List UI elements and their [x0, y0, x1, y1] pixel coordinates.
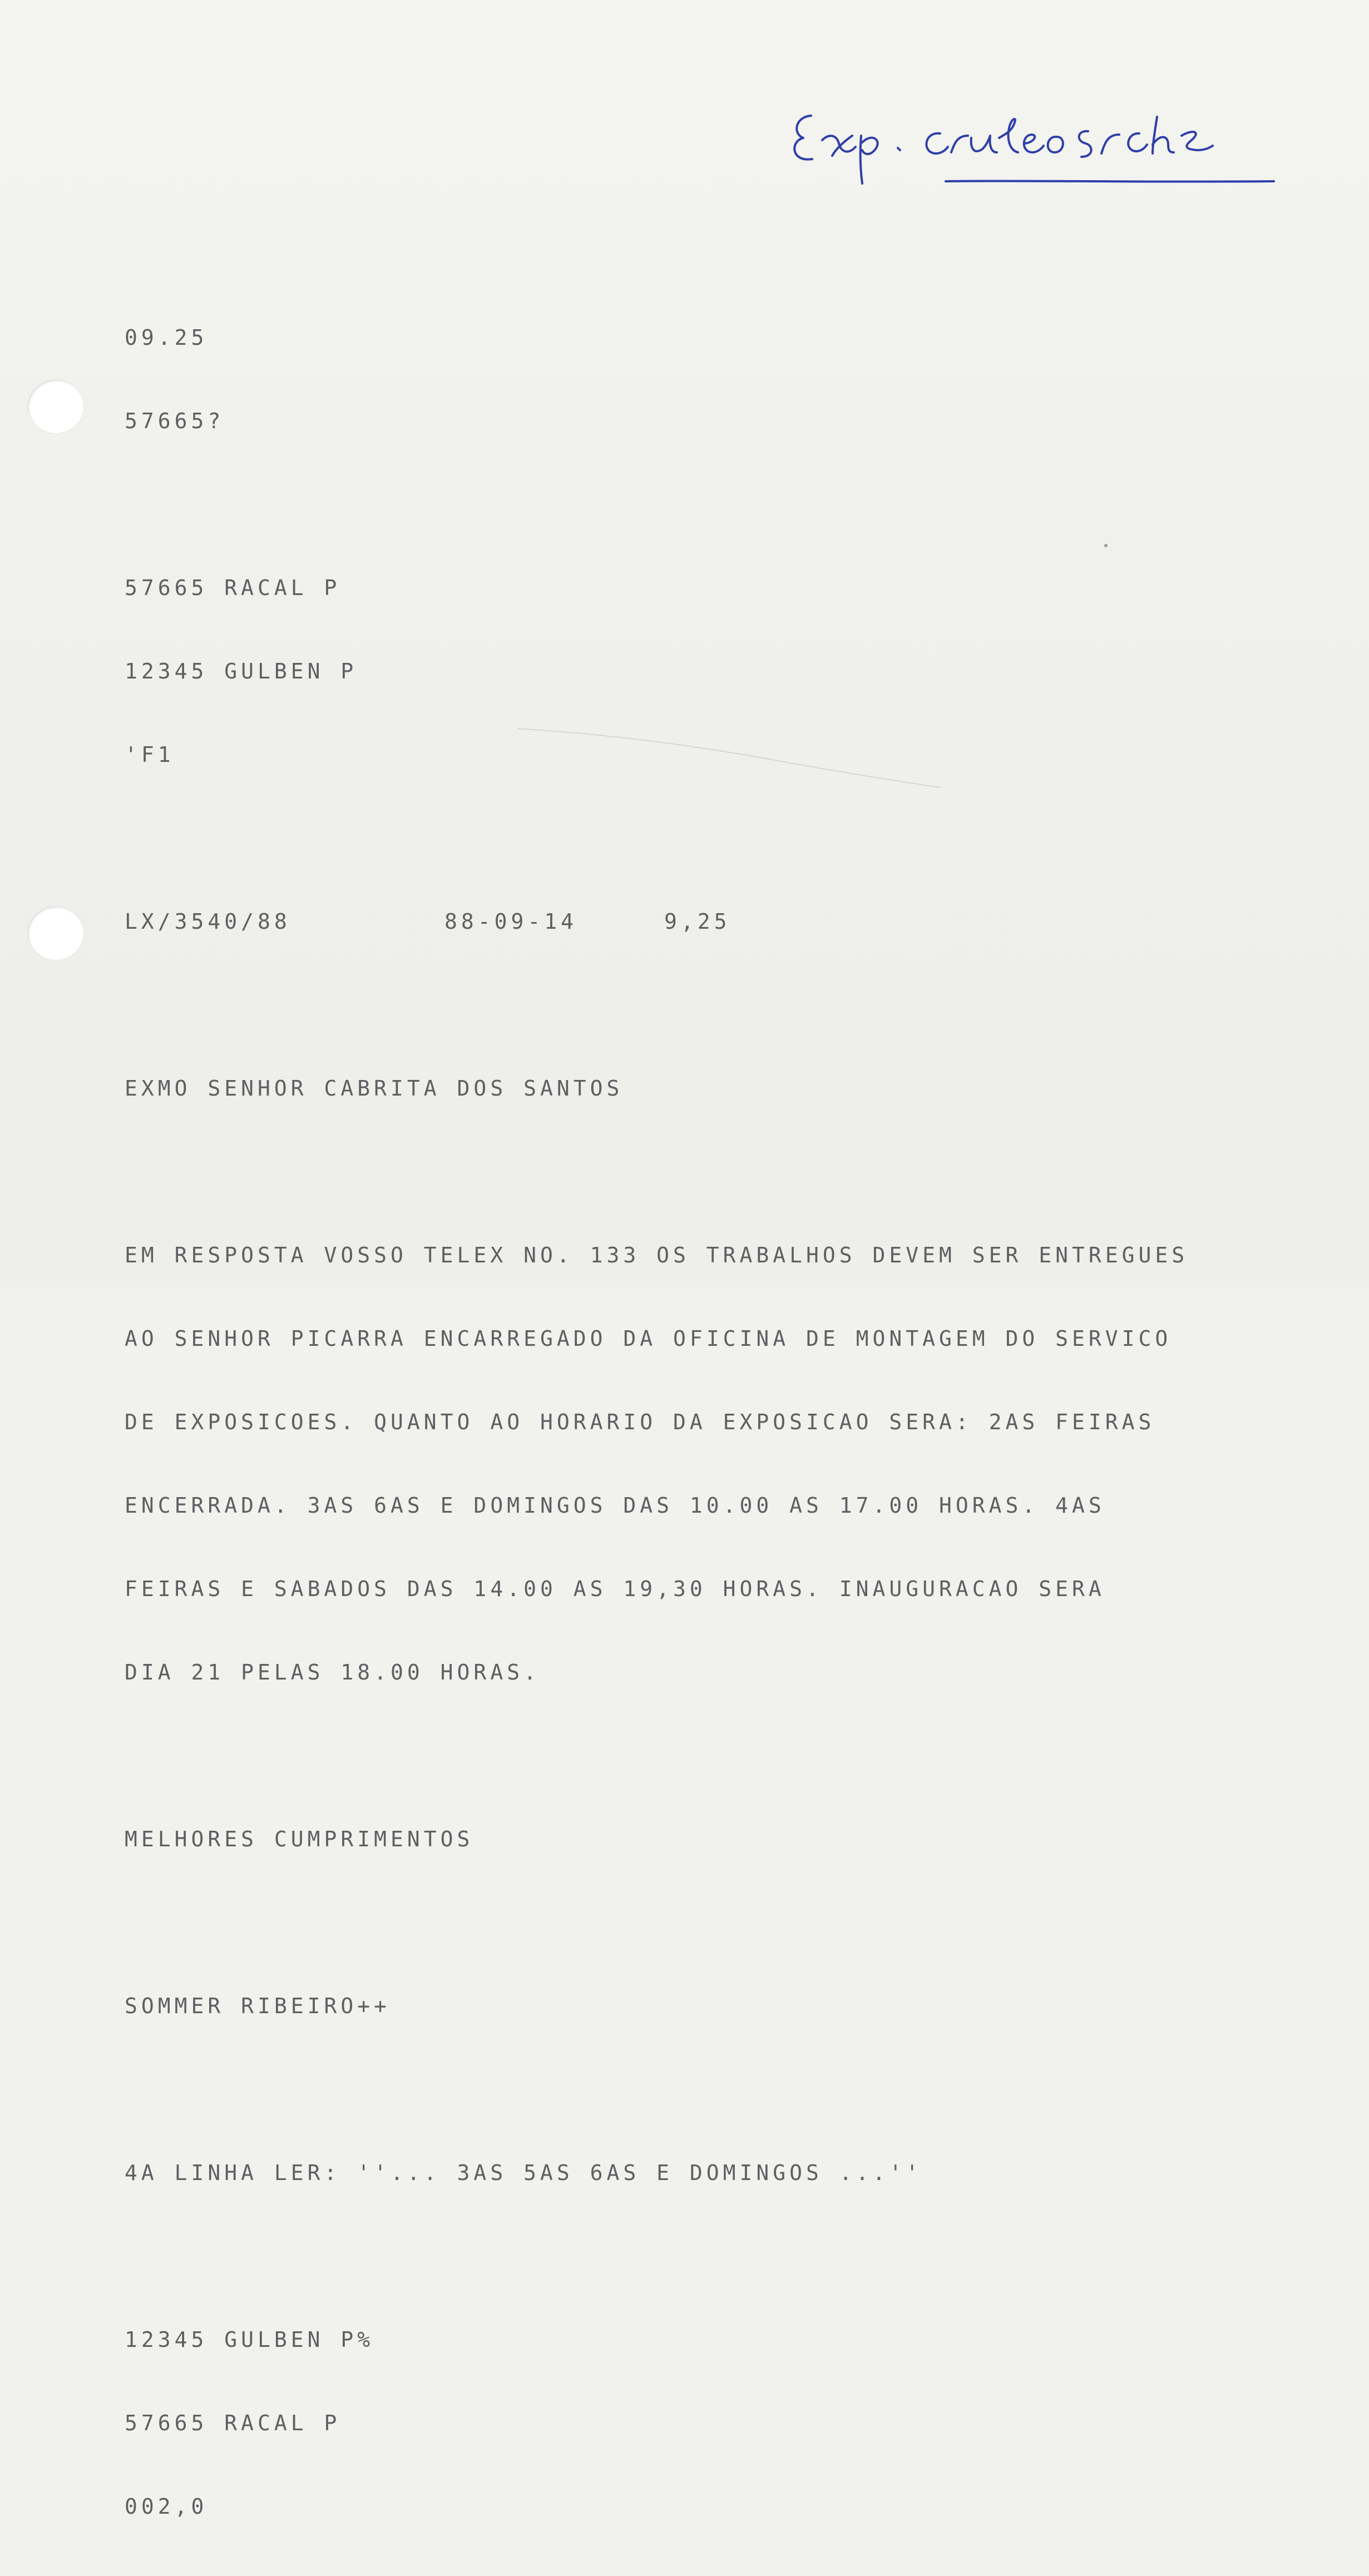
- body-line: ENCERRADA. 3AS 6AS E DOMINGOS DAS 10.00 AS 17.00 HORAS. 4AS: [125, 1493, 1105, 1518]
- punch-hole: [28, 906, 83, 960]
- answerback-sender: 12345 GULBEN P: [125, 659, 358, 683]
- footer-answerback-sender: 12345 GULBEN P%: [125, 2327, 374, 2352]
- body-line: FEIRAS E SABADOS DAS 14.00 AS 19,30 HORAS. INAUGURACAO SERA: [125, 1577, 1105, 1601]
- reference-date: 88-09-14: [444, 909, 578, 934]
- reference-time: 9,25: [664, 909, 731, 934]
- footer-duration: 002,0: [125, 2494, 208, 2519]
- body-line: DIA 21 PELAS 18.00 HORAS.: [125, 1660, 540, 1685]
- paper-speck: [1104, 544, 1108, 547]
- closing: MELHORES CUMPRIMENTOS: [125, 1827, 474, 1851]
- telex-message: [125, 268, 1237, 2576]
- answerback-recipient: 57665 RACAL P: [125, 576, 341, 600]
- salutation: EXMO SENHOR CABRITA DOS SANTOS: [125, 1076, 624, 1101]
- reference-row: [125, 908, 1237, 935]
- handwritten-annotation: [779, 95, 1279, 195]
- paper-crease: [517, 723, 940, 790]
- punch-hole: [28, 380, 83, 433]
- header-code: 'F1: [125, 742, 175, 767]
- signature: SOMMER RIBEIRO++: [125, 1994, 391, 2018]
- footer-answerback-recipient: 57665 RACAL P: [125, 2411, 341, 2435]
- correction-note: 4A LINHA LER: ''... 3AS 5AS 6AS E DOMINGOS ...'': [125, 2161, 923, 2185]
- answerback-query: 57665?: [125, 409, 225, 433]
- body-line: EM RESPOSTA VOSSO TELEX NO. 133 OS TRABALHOS DEVEM SER ENTREGUES: [125, 1243, 1189, 1267]
- header-time: 09.25: [125, 325, 208, 350]
- body-line: DE EXPOSICOES. QUANTO AO HORARIO DA EXPOSICAO SERA: 2AS FEIRAS: [125, 1410, 1155, 1434]
- reference-number: LX/3540/88: [125, 909, 291, 934]
- body-line: AO SENHOR PICARRA ENCARREGADO DA OFICINA DE MONTAGEM DO SERVICO: [125, 1326, 1172, 1351]
